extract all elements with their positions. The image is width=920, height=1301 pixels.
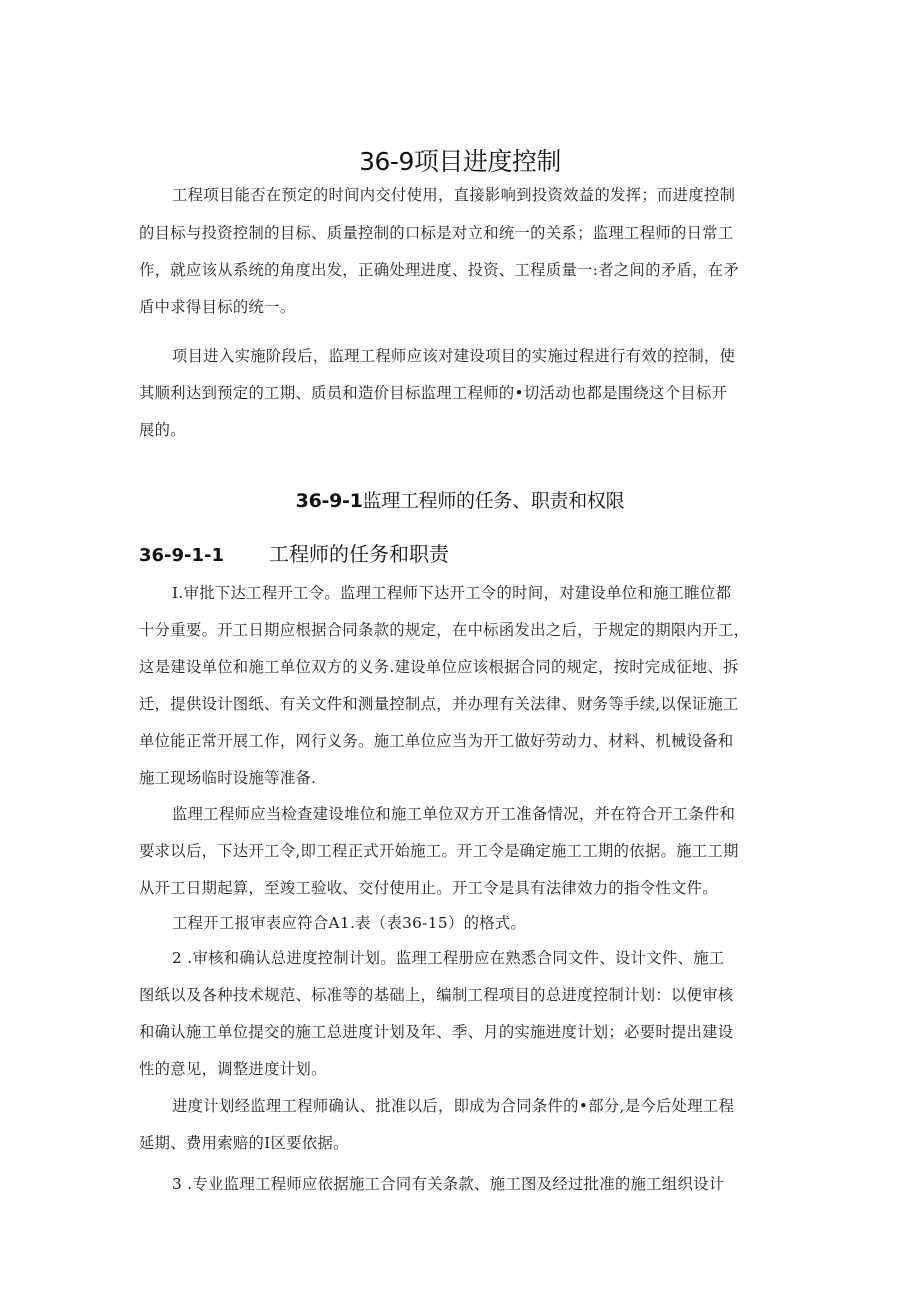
- paragraph-line: 工程项目能否在预定的时间内交付使用，直接影响到投资效益的发挥；而进度控制: [172, 186, 736, 204]
- paragraph-line: 2 .审核和确认总进度控制计划。监理工程册应在熟悉合同文件、设计文件、施工: [172, 949, 725, 967]
- paragraph-line: 单位能正常开展工作，网行义务。施工单位应当为开工做好劳动力、材料、机械设备和: [139, 732, 734, 750]
- paragraph-line: 其顺利达到预定的工期、质员和造价目标监理工程师的•切活动也都是围绕这个目标开: [139, 384, 728, 402]
- section-heading: [0, 486, 920, 513]
- paragraph-line: 和确认施工单位提交的施工总进度计划及年、季、月的实施进度计划；必要时提出建设: [139, 1023, 734, 1041]
- paragraph-line: 项目进入实施阶段后，监理工程师应该对建设项目的实施过程进行有效的控制，使: [172, 347, 736, 365]
- paragraph-line: I.审批下达工程开工令。监理工程师下达开工令的时间，对建设单位和施工睢位都: [172, 584, 732, 602]
- paragraph-line: 工程开工报审表应符合A1.表（表36-15）的格式。: [172, 914, 527, 932]
- page-title: 36-9项目进度控制: [359, 147, 561, 176]
- paragraph-line: 监理工程师应当检查建设堆位和施工单位双方开工准备情况，并在符合开工条件和: [172, 805, 736, 823]
- paragraph-line: 进度计划经监理工程师确认、批准以后，即成为合同条件的•部分,是今后处理工程: [172, 1097, 735, 1115]
- subsection-heading: [139, 538, 449, 567]
- paragraph-line: 盾中求得目标的统一。: [139, 298, 296, 316]
- paragraph-line: 迁，提供设计图纸、有关文件和测量控制点，并办理有关法律、财务等手续,以保证施工: [139, 695, 739, 713]
- paragraph-line: 的目标与投资控制的目标、质量控制的口标是对立和统一的关系；监理工程师的日常工: [139, 224, 734, 242]
- paragraph-line: 延期、费用索赔的I区要依据。: [139, 1134, 349, 1152]
- paragraph-line: 从开工日期起算，至竣工验收、交付使用止。开工令是具有法律效力的指令性文件。: [139, 879, 718, 897]
- subsection-title: 工程师的任务和职责: [269, 542, 449, 566]
- paragraph-line: 展的。: [139, 421, 186, 439]
- paragraph-line: 施工现场临时设施等准备.: [139, 769, 317, 787]
- paragraph-line: 十分重要。开工日期应根据合同条款的规定，在中标函发出之后，于规定的期限内开工，: [139, 621, 750, 639]
- subsection-number: 36-9-1-1: [139, 545, 225, 566]
- paragraph-line: 这是建设单位和施工单位双方的义务.建设单位应该根据合同的规定，按时完成征地、拆: [139, 658, 739, 676]
- paragraph-line: 3 .专业监理工程师应依据施工合同有关条款、施工图及经过批准的施工组织设计: [172, 1175, 725, 1193]
- paragraph-line: 要求以后，下达开工令,即工程正式开始施工。开工令是确定施工工期的依据。施工工期: [139, 842, 739, 860]
- paragraph-line: 图纸以及各种技术规范、标准等的基础上，编制工程项目的总进度控制计划：以便审核: [139, 986, 734, 1004]
- section-number: 36-9-1: [295, 490, 363, 512]
- section-title: 监理工程师的任务、职责和权限: [362, 490, 625, 512]
- paragraph-line: 作，就应该从系统的角度出发，正确处理进度、投资、工程质量一:者之间的矛盾，在矛: [139, 261, 740, 279]
- paragraph-line: 性的意见，调整进度计划。: [139, 1060, 327, 1078]
